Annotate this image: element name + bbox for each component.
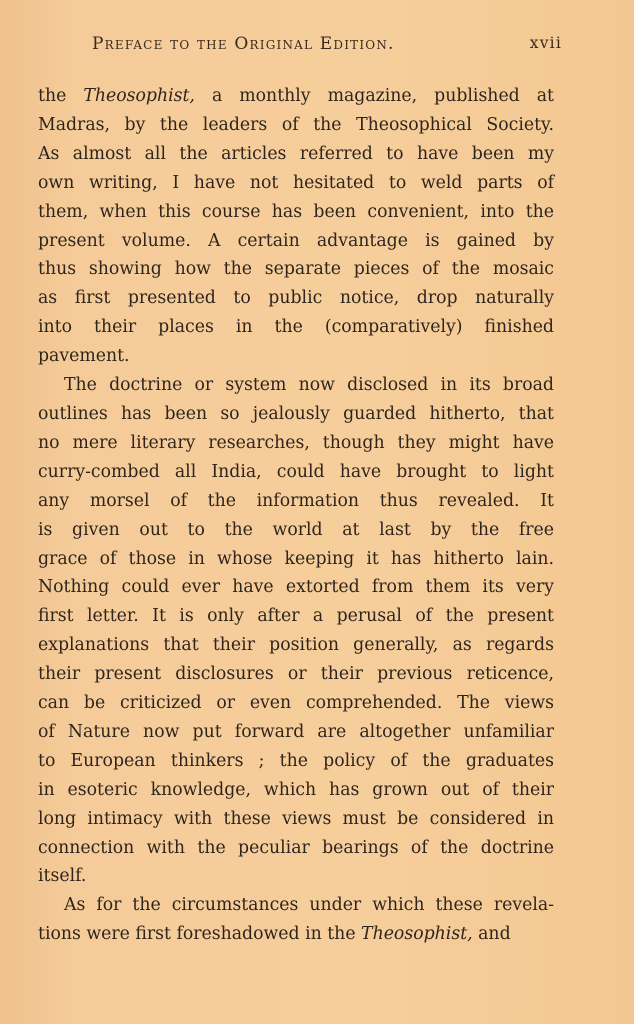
- text-line: into their places in the (comparatively) finished: [38, 317, 554, 338]
- page-header: [92, 34, 562, 54]
- text-line: as first presented to public notice, drop naturally: [38, 288, 554, 309]
- page-number: xvii: [529, 34, 562, 52]
- paragraph: [38, 82, 554, 371]
- page-body: [38, 82, 554, 949]
- text-line: grace of those in whose keeping it has hitherto lain.: [38, 548, 554, 569]
- text-line: them, when this course has been convenient, into the: [38, 201, 554, 222]
- text-line: their present disclosures or their previous reticence,: [38, 664, 554, 685]
- text-line: of Nature now put forward are altogether unfamiliar: [38, 721, 554, 742]
- text-line: to European thinkers ; the policy of the graduates: [38, 750, 554, 771]
- text-line: Madras, by the leaders of the Theosophical Society.: [38, 114, 554, 135]
- text-line: thus showing how the separate pieces of the mosaic: [38, 259, 554, 280]
- text-line: explanations that their position generally, as regards: [38, 635, 554, 656]
- text-line: As almost all the articles referred to have been my: [38, 143, 554, 164]
- paragraph: [38, 891, 554, 949]
- italic-title: Theosophist,: [361, 924, 473, 945]
- text-line: As for the circumstances under which these revela-: [64, 895, 554, 916]
- text-line: is given out to the world at last by the free: [38, 519, 554, 540]
- text-line: present volume. A certain advantage is gained by: [38, 230, 554, 251]
- text-line: connection with the peculiar bearings of the doctrine: [38, 837, 554, 858]
- text-line: the Theosophist, a monthly magazine, published at: [38, 86, 554, 106]
- text-line: first letter. It is only after a perusal of the present: [38, 606, 554, 627]
- text-line: any morsel of the information thus revealed. It: [38, 490, 554, 511]
- paragraph: [38, 371, 554, 891]
- text-line: curry-combed all India, could have brought to light: [38, 461, 554, 482]
- text-line: outlines has been so jealously guarded hitherto, that: [38, 403, 554, 424]
- text-line: in esoteric knowledge, which has grown out of their: [38, 779, 554, 800]
- text-line: itself.: [38, 866, 87, 887]
- text-line: can be criticized or even comprehended. The views: [38, 693, 554, 714]
- text-line: pavement.: [38, 346, 130, 367]
- text-line: Nothing could ever have extorted from them its very: [38, 577, 554, 598]
- text-line: tions were first foreshadowed in the Theosophist, and: [38, 924, 511, 945]
- text-line: no mere literary researches, though they might have: [38, 432, 554, 453]
- italic-title: Theosophist,: [83, 86, 195, 106]
- text-line: The doctrine or system now disclosed in its broad: [64, 375, 554, 396]
- text-line: long intimacy with these views must be considered in: [38, 808, 554, 829]
- running-head: Preface to the Original Edition.: [92, 34, 395, 54]
- text-line: own writing, I have not hesitated to weld parts of: [38, 172, 554, 193]
